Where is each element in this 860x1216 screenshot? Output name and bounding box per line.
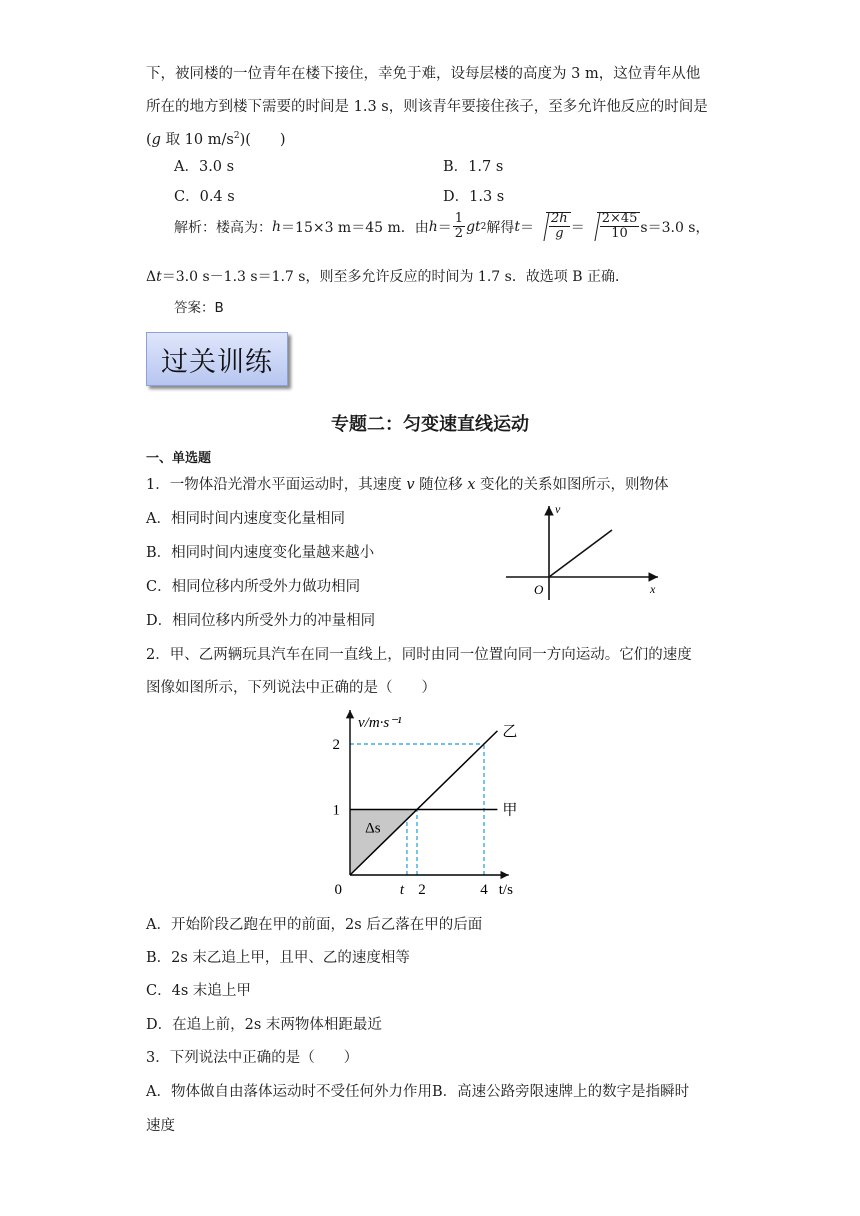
analysis-line-2: Δt＝3.0 s－1.3 s＝1.7 s，则至多允许反应的时间为 1.7 s．故选项 B 正确． [146,269,630,285]
shaded-area-label: Δs [365,820,381,837]
x-tick-label: 0 [334,882,343,895]
q2-option-a: A．开始阶段乙跑在甲的前面，2s 后乙落在甲的后面 [146,917,483,933]
topic-title: 专题二：匀变速直线运动 [331,414,529,435]
q2-option-d: D．在追上前，2s 末两物体相距最近 [146,1017,382,1033]
half-fraction: $\frac{1}{2}$ [454,211,464,241]
q1-option-a: A．相同时间内速度变化量相同 [146,511,345,527]
q1-velocity-displacement-graph [500,500,670,605]
q3-option-a: A．物体做自由落体运动时不受任何外力作用 [146,1084,432,1100]
q1-option-b: B．相同时间内速度变化量越来越小 [146,545,375,561]
q2-stem-line-2: 图像如图所示，下列说法中正确的是（ ） [146,680,436,696]
q1-stem: 1．一物体沿光滑水平面运动时，其速度 v 随位移 x 变化的关系如图所示，则物体 [146,477,669,493]
q2-option-b: B．2s 末乙追上甲，且甲、乙的速度相等 [146,950,410,966]
option-a: A．3.0 s [174,159,235,175]
intro-line-1: 下，被同楼的一位青年在楼下接住，幸免于难，设每层楼的高度为 3 m，这位青年从他 [146,66,701,82]
answer: 答案：B [174,300,224,316]
series-label-0: 甲 [502,802,518,819]
option-d: D．1.3 s [443,189,505,205]
x-tick-label: 4 [480,882,488,895]
x-axis-label: t/s [498,882,513,895]
q3-option-b-continued: 速度 [146,1118,175,1134]
q1-origin-label: O [534,582,544,597]
q2-option-c: C．4s 末追上甲 [146,983,251,999]
section-banner: 过关训练 [146,332,288,386]
intro-line-3: (g 取 10 $m/s^2$)( ) [146,131,286,148]
q1-option-c: C．相同位移内所受外力做功相同 [146,579,361,595]
q1-v-label: v [555,502,561,516]
sqrt-2h-over-g: $\frac{2h}{g}$ [534,212,571,241]
q1-graph-line [549,530,612,577]
y-axis-label: v/m·s⁻¹ [358,715,402,731]
option-b: B．1.7 s [443,159,504,175]
q2-velocity-time-chart [330,700,530,895]
x-tick-label: t [399,882,405,895]
option-c: C．0.4 s [174,189,235,205]
section-heading: 一、单选题 [146,451,212,466]
analysis-line-1: 解析： 楼高为： h ＝15×3 m＝45 m．由 h ＝ $\frac{1}{2}$ gt 2 解得 t ＝ $\frac{2h}{g}$ ＝ $\frac{2\times 45}{10}$ s＝3.0 s， [174,211,710,241]
sqrt-numeric: $\frac{2\times 45}{10}$ [585,212,641,241]
series-label-1: 乙 [502,723,518,740]
intro-line-2: 所在的地方到楼下需要的时间是 1.3 s，则该青年要接住孩子，至多允许他反应的时间是 [146,99,708,115]
x-tick-label: 2 [418,882,426,895]
y-tick-label: 1 [332,802,340,819]
q1-x-label: x [650,582,656,596]
series-line-1 [350,731,497,875]
q3-option-b: B．高速公路旁限速牌上的数字是指瞬时 [431,1084,690,1100]
q1-option-d: D．相同位移内所受外力的冲量相同 [146,613,376,629]
q2-stem-line-1: 2．甲、乙两辆玩具汽车在同一直线上，同时由同一位置向同一方向运动。它们的速度 [146,647,692,663]
y-tick-label: 2 [332,737,340,753]
q3-stem: 3．下列说法中正确的是（ ） [146,1050,359,1066]
q3-option-line [146,1080,689,1101]
